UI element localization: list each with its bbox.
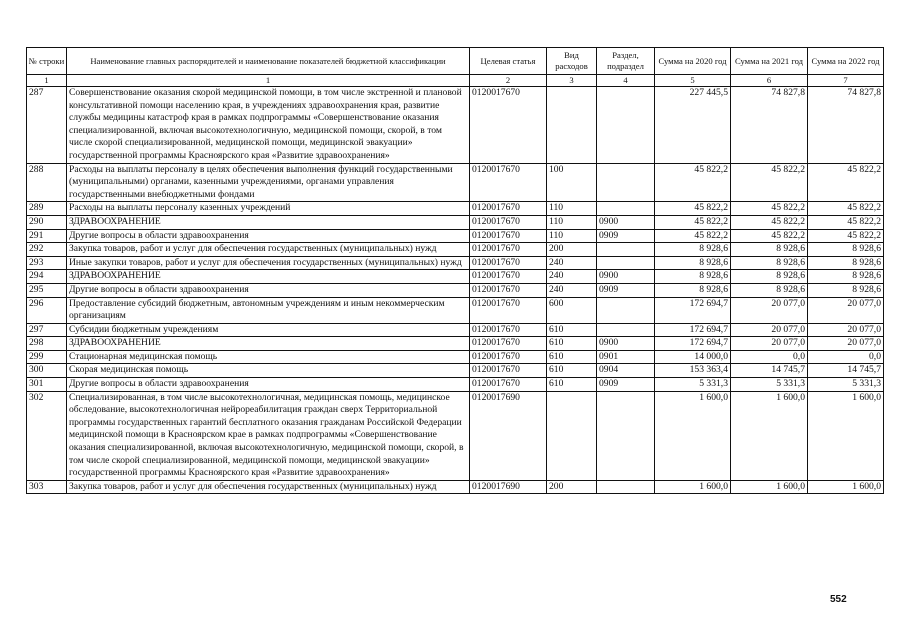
row-number: 287 (27, 87, 67, 164)
row-target-article: 0120017690 (470, 391, 547, 480)
row-section: 0909 (597, 229, 655, 243)
row-expense-kind: 110 (547, 202, 597, 216)
row-sum-2020: 14 000,0 (655, 350, 731, 364)
row-sum-2021: 0,0 (731, 350, 808, 364)
table-row (27, 256, 884, 270)
row-sum-2020: 5 331,3 (655, 378, 731, 392)
row-sum-2022: 45 822,2 (808, 229, 884, 243)
row-sum-2021: 20 077,0 (731, 297, 808, 323)
row-name: Совершенствование оказания скорой медицинской помощи, в том числе экстренной и плановой консультативной помощи населению края, в учреждениях здравоохранения края, развитие службы медицины катастроф края в рамках подпрограммы «Совершенствование оказания специализированной, включая высокотехнологичную, медицинской помощи, скорой, в том числе скорой специализированной, медицинской помощи, медицинской эвакуации» государственной программы Красноярского края «Развитие здравоохранения» (67, 87, 470, 164)
row-name: Субсидии бюджетным учреждениям (67, 323, 470, 337)
row-expense-kind: 610 (547, 378, 597, 392)
row-number: 296 (27, 297, 67, 323)
column-number-row (27, 75, 884, 87)
table-row (27, 243, 884, 257)
row-sum-2022: 20 077,0 (808, 297, 884, 323)
row-name: Расходы на выплаты персоналу казенных учреждений (67, 202, 470, 216)
row-sum-2021: 1 600,0 (731, 480, 808, 494)
row-expense-kind (547, 87, 597, 164)
row-section: 0900 (597, 337, 655, 351)
row-target-article: 0120017670 (470, 163, 547, 202)
table-row (27, 229, 884, 243)
row-section: 0909 (597, 378, 655, 392)
row-expense-kind: 110 (547, 229, 597, 243)
table-row (27, 163, 884, 202)
row-section (597, 243, 655, 257)
row-number: 291 (27, 229, 67, 243)
table-row (27, 202, 884, 216)
table-row (27, 87, 884, 164)
row-target-article: 0120017670 (470, 87, 547, 164)
table-row (27, 480, 884, 494)
row-name: Предоставление субсидий бюджетным, автономным учреждениям и иным некоммерческим организациям (67, 297, 470, 323)
row-sum-2020: 153 363,4 (655, 364, 731, 378)
column-number: 1 (67, 75, 470, 87)
row-number: 292 (27, 243, 67, 257)
row-section: 0904 (597, 364, 655, 378)
row-target-article: 0120017670 (470, 270, 547, 284)
row-sum-2021: 45 822,2 (731, 202, 808, 216)
row-sum-2021: 8 928,6 (731, 243, 808, 257)
col-header-name: Наименование главных распорядителей и наименование показателей бюджетной классификации (67, 48, 470, 75)
row-sum-2022: 74 827,8 (808, 87, 884, 164)
row-section: 0901 (597, 350, 655, 364)
row-sum-2020: 45 822,2 (655, 229, 731, 243)
row-sum-2022: 0,0 (808, 350, 884, 364)
table-row (27, 323, 884, 337)
row-number: 299 (27, 350, 67, 364)
row-section: 0900 (597, 215, 655, 229)
table-row (27, 297, 884, 323)
col-header-target: Целевая статья (470, 48, 547, 75)
header-row (27, 48, 884, 75)
row-sum-2022: 1 600,0 (808, 480, 884, 494)
row-number: 301 (27, 378, 67, 392)
row-sum-2022: 8 928,6 (808, 283, 884, 297)
column-number: 2 (470, 75, 547, 87)
row-name: Другие вопросы в области здравоохранения (67, 229, 470, 243)
col-header-section: Раздел, подраздел (597, 48, 655, 75)
row-sum-2022: 8 928,6 (808, 270, 884, 284)
row-expense-kind: 240 (547, 283, 597, 297)
row-number: 294 (27, 270, 67, 284)
col-header-2022: Сумма на 2022 год (808, 48, 884, 75)
row-sum-2021: 8 928,6 (731, 256, 808, 270)
row-section (597, 297, 655, 323)
row-expense-kind: 200 (547, 243, 597, 257)
row-sum-2021: 8 928,6 (731, 283, 808, 297)
row-number: 289 (27, 202, 67, 216)
table-row (27, 337, 884, 351)
table-row (27, 364, 884, 378)
row-target-article: 0120017670 (470, 337, 547, 351)
row-expense-kind: 240 (547, 270, 597, 284)
row-number: 297 (27, 323, 67, 337)
row-section (597, 391, 655, 480)
row-sum-2021: 45 822,2 (731, 215, 808, 229)
budget-sheet (26, 47, 883, 494)
row-expense-kind: 110 (547, 215, 597, 229)
row-number: 288 (27, 163, 67, 202)
row-name: Другие вопросы в области здравоохранения (67, 378, 470, 392)
table-row (27, 350, 884, 364)
row-name: Другие вопросы в области здравоохранения (67, 283, 470, 297)
row-target-article: 0120017690 (470, 480, 547, 494)
row-sum-2020: 1 600,0 (655, 391, 731, 480)
row-target-article: 0120017670 (470, 378, 547, 392)
row-expense-kind: 610 (547, 337, 597, 351)
budget-table (26, 47, 884, 494)
row-number: 300 (27, 364, 67, 378)
column-number: 4 (597, 75, 655, 87)
page-number: 552 (830, 594, 847, 605)
row-section: 0900 (597, 270, 655, 284)
column-number: 6 (731, 75, 808, 87)
table-row (27, 270, 884, 284)
row-sum-2022: 20 077,0 (808, 337, 884, 351)
row-sum-2020: 1 600,0 (655, 480, 731, 494)
row-name: Скорая медицинская помощь (67, 364, 470, 378)
row-target-article: 0120017670 (470, 202, 547, 216)
row-sum-2020: 172 694,7 (655, 337, 731, 351)
column-number: 1 (27, 75, 67, 87)
row-name: ЗДРАВООХРАНЕНИЕ (67, 270, 470, 284)
row-expense-kind: 610 (547, 323, 597, 337)
row-target-article: 0120017670 (470, 297, 547, 323)
row-name: Стационарная медицинская помощь (67, 350, 470, 364)
row-sum-2021: 14 745,7 (731, 364, 808, 378)
col-header-2021: Сумма на 2021 год (731, 48, 808, 75)
row-expense-kind: 610 (547, 350, 597, 364)
row-sum-2022: 8 928,6 (808, 256, 884, 270)
table-row (27, 391, 884, 480)
table-row (27, 378, 884, 392)
row-sum-2022: 45 822,2 (808, 202, 884, 216)
row-section (597, 480, 655, 494)
row-target-article: 0120017670 (470, 215, 547, 229)
row-sum-2021: 45 822,2 (731, 229, 808, 243)
row-sum-2021: 20 077,0 (731, 337, 808, 351)
row-number: 298 (27, 337, 67, 351)
row-sum-2020: 8 928,6 (655, 283, 731, 297)
row-number: 302 (27, 391, 67, 480)
row-name: Закупка товаров, работ и услуг для обеспечения государственных (муниципальных) нужд (67, 480, 470, 494)
row-section (597, 163, 655, 202)
row-sum-2022: 20 077,0 (808, 323, 884, 337)
row-sum-2021: 20 077,0 (731, 323, 808, 337)
row-section (597, 87, 655, 164)
row-target-article: 0120017670 (470, 350, 547, 364)
row-expense-kind: 600 (547, 297, 597, 323)
row-sum-2020: 45 822,2 (655, 163, 731, 202)
row-sum-2021: 74 827,8 (731, 87, 808, 164)
row-name: Специализированная, в том числе высокотехнологичная, медицинская помощь, медицинское обследование, высокотехнологичная нейрореабилитация граждан сверх Территориальной программы государственных гарантий бесплатного оказания гражданам Российской Федерации медицинской помощи в Красноярском крае в рамках подпрограммы «Совершенствование оказания специализированной, включая высокотехнологичную, медицинской помощи, скорой, в том числе скорой специализированной, медицинской помощи, медицинской эвакуации» государственной программы Красноярского края «Развитие здравоохранения» (67, 391, 470, 480)
row-sum-2022: 5 331,3 (808, 378, 884, 392)
row-target-article: 0120017670 (470, 243, 547, 257)
row-name: Иные закупки товаров, работ и услуг для обеспечения государственных (муниципальных) нужд (67, 256, 470, 270)
row-name: Закупка товаров, работ и услуг для обеспечения государственных (муниципальных) нужд (67, 243, 470, 257)
row-name: ЗДРАВООХРАНЕНИЕ (67, 215, 470, 229)
row-expense-kind: 100 (547, 163, 597, 202)
col-header-2020: Сумма на 2020 год (655, 48, 731, 75)
row-target-article: 0120017670 (470, 364, 547, 378)
row-sum-2020: 8 928,6 (655, 256, 731, 270)
row-target-article: 0120017670 (470, 323, 547, 337)
row-sum-2020: 8 928,6 (655, 270, 731, 284)
row-name: ЗДРАВООХРАНЕНИЕ (67, 337, 470, 351)
column-number: 3 (547, 75, 597, 87)
row-sum-2020: 8 928,6 (655, 243, 731, 257)
row-name: Расходы на выплаты персоналу в целях обеспечения выполнения функций государственными (муниципальными) органами, казенными учреждениями, органами управления государственными внебюджетными фондами (67, 163, 470, 202)
row-sum-2021: 8 928,6 (731, 270, 808, 284)
col-header-kind: Вид расходов (547, 48, 597, 75)
column-number: 5 (655, 75, 731, 87)
row-target-article: 0120017670 (470, 283, 547, 297)
row-sum-2020: 45 822,2 (655, 215, 731, 229)
row-number: 290 (27, 215, 67, 229)
row-sum-2021: 5 331,3 (731, 378, 808, 392)
row-section (597, 202, 655, 216)
col-header-no: № строки (27, 48, 67, 75)
row-sum-2022: 45 822,2 (808, 215, 884, 229)
row-target-article: 0120017670 (470, 256, 547, 270)
row-sum-2022: 1 600,0 (808, 391, 884, 480)
row-sum-2022: 45 822,2 (808, 163, 884, 202)
row-sum-2020: 45 822,2 (655, 202, 731, 216)
row-expense-kind: 240 (547, 256, 597, 270)
row-number: 295 (27, 283, 67, 297)
row-number: 303 (27, 480, 67, 494)
row-section: 0909 (597, 283, 655, 297)
row-expense-kind: 200 (547, 480, 597, 494)
table-row (27, 215, 884, 229)
row-section (597, 323, 655, 337)
row-sum-2020: 172 694,7 (655, 323, 731, 337)
row-expense-kind (547, 391, 597, 480)
row-expense-kind: 610 (547, 364, 597, 378)
row-section (597, 256, 655, 270)
row-sum-2022: 14 745,7 (808, 364, 884, 378)
row-sum-2020: 227 445,5 (655, 87, 731, 164)
row-sum-2021: 1 600,0 (731, 391, 808, 480)
table-row (27, 283, 884, 297)
row-sum-2020: 172 694,7 (655, 297, 731, 323)
row-sum-2022: 8 928,6 (808, 243, 884, 257)
row-number: 293 (27, 256, 67, 270)
row-target-article: 0120017670 (470, 229, 547, 243)
row-sum-2021: 45 822,2 (731, 163, 808, 202)
column-number: 7 (808, 75, 884, 87)
